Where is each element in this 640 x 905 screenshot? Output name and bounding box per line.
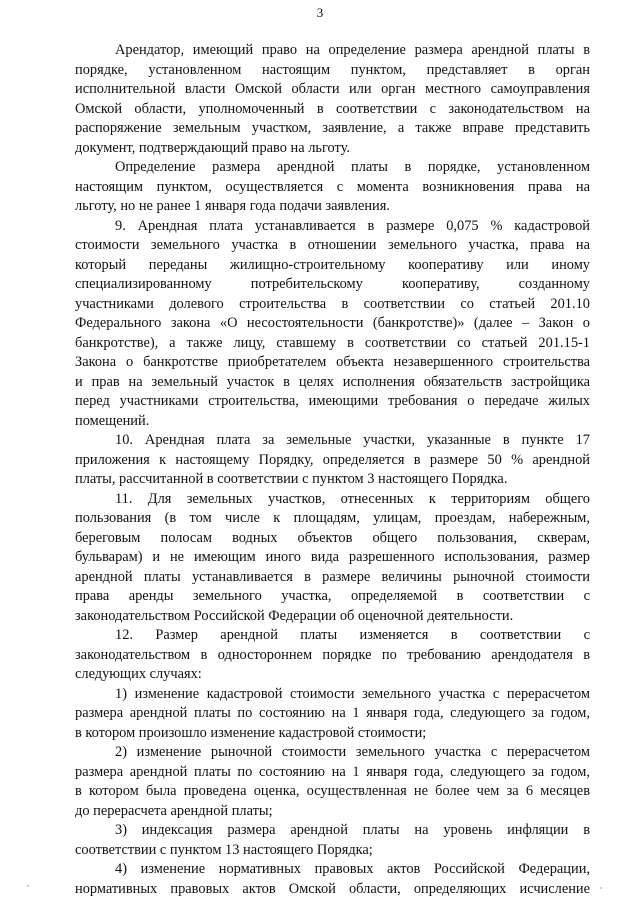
text-line: размера арендной платы по состоянию на 1 января года, следующего за годом,: [75, 705, 590, 721]
text-line: права аренды земельного участка, определяемой в соответствии с: [75, 588, 590, 604]
text-line: пользования (в том числе к площадям, улицам, проездам, набережным,: [75, 510, 590, 526]
text-line: и прав на земельный участок в целях исполнения обязательств застройщика: [75, 373, 590, 390]
text-line: приложения к настоящему Порядку, определяется в размере 50 % арендной: [75, 451, 590, 468]
text-line: береговым полосам водных объектов общего пользования, скверам,: [75, 529, 590, 546]
text-line: бульварам) и не имеющим иного вида разрешенного использования, размер: [75, 549, 590, 565]
text-line: настоящим пунктом, осуществляется с момента возникновения права на: [75, 178, 590, 195]
text-line: 3) индексация размера арендной платы на уровень инфляции в: [115, 822, 590, 838]
text-line: нормативных правовых актов Омской области, определяющих исчисление: [75, 880, 590, 897]
text-line: Арендатор, имеющий право на определение размера арендной платы в: [115, 42, 590, 58]
text-line: следующих случаях:: [75, 666, 202, 682]
text-line: платы, рассчитанной в соответствии с пунктом 3 настоящего Порядка.: [75, 471, 508, 487]
text-line: распоряжение земельным участком, заявление, а также вправе представить: [75, 120, 590, 136]
text-line: исполнительной власти Омской области или орган местного самоуправления: [75, 81, 590, 97]
text-line: арендной платы устанавливается в размере величины рыночной стоимости: [75, 568, 590, 585]
text-line: участниками долевого строительства в соответствии со статьей 201.10: [75, 295, 590, 312]
paragraph: [75, 626, 590, 685]
text-line: 9. Арендная плата устанавливается в размере 0,075 % кадастровой: [115, 217, 590, 234]
text-line: Федерального закона «О несостоятельности (банкротстве)» (далее – Закон о: [75, 315, 590, 331]
paragraph: [75, 821, 590, 860]
text-line: законодательством Российской Федерации об оценочной деятельности.: [75, 607, 514, 624]
text-line: размера арендной платы по состоянию на 1 января года, следующего за годом,: [75, 763, 590, 780]
text-line: 4) изменение нормативных правовых актов Российской Федерации,: [115, 861, 590, 877]
text-line: Закона о банкротстве приобретателем объекта незавершенного строительства: [75, 354, 590, 370]
text-line: 12. Размер арендной платы изменяется в соответствии с: [115, 627, 590, 643]
text-line: банкротстве), а также лицу, ставшему в соответствии со статьей 201.15-1: [75, 334, 590, 351]
text-line: стоимости земельного участка в отношении земельного участка, права на: [75, 237, 590, 253]
paragraph: [75, 685, 590, 744]
text-line: 1) изменение кадастровой стоимости земельного участка с перерасчетом: [115, 685, 590, 702]
text-line: который переданы жилищно-строительному кооперативу или иному: [75, 256, 590, 273]
paragraph: [75, 860, 590, 899]
paragraph: [75, 158, 590, 217]
page-number: 3: [316, 5, 324, 20]
text-line: перед участниками строительства, имеющими требования о передаче жилых: [75, 393, 590, 409]
paragraph: [75, 490, 590, 627]
text-line: в котором была проведена оценка, осуществленная не более чем за 6 месяцев: [75, 783, 590, 799]
document-body: [75, 41, 590, 899]
text-line: льготу, но не ранее 1 января года подачи заявления.: [75, 198, 390, 214]
scan-speck: [27, 885, 29, 887]
text-line: Определение размера арендной платы в порядке, установленном: [115, 159, 590, 175]
text-line: 11. Для земельных участков, отнесенных к территориям общего: [115, 490, 590, 507]
text-line: 10. Арендная плата за земельные участки, указанные в пункте 17: [115, 432, 590, 448]
text-line: до перерасчета арендной платы;: [75, 802, 273, 819]
scan-speck: [600, 887, 602, 889]
paragraph: [75, 743, 590, 821]
text-line: порядке, установленном настоящим пунктом, представляет в орган: [75, 61, 590, 78]
paragraph: [75, 217, 590, 432]
text-line: в котором произошло изменение кадастровой стоимости;: [75, 724, 427, 741]
paragraph: [75, 41, 590, 158]
text-line: 2) изменение рыночной стоимости земельного участка с перерасчетом: [115, 744, 590, 760]
text-line: соответствии с пунктом 13 настоящего Порядка;: [75, 841, 373, 858]
paragraph: [75, 431, 590, 490]
text-line: документ, подтверждающий право на льготу.: [75, 139, 350, 156]
text-line: помещений.: [75, 412, 150, 429]
text-line: специализированному потребительскому кооперативу, созданному: [75, 276, 590, 292]
text-line: Омской области, уполномоченный в соответствии с законодательством на: [75, 100, 590, 117]
text-line: законодательством в одностороннем порядке по требованию арендодателя в: [75, 646, 590, 663]
